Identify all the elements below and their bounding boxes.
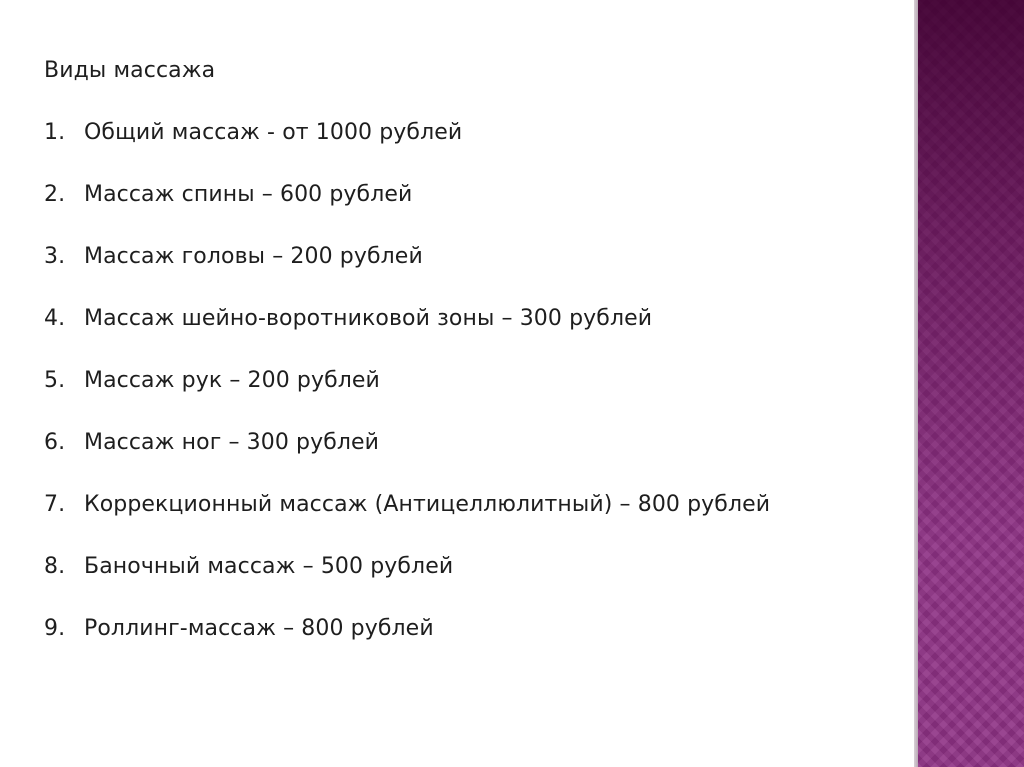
list-item-text: Массаж головы – 200 рублей: [84, 244, 423, 269]
list-item: [44, 428, 904, 458]
list-item: [44, 180, 904, 210]
list-item-number: 2.: [44, 182, 66, 207]
list-item-number: 9.: [44, 616, 66, 641]
list-item-number: 3.: [44, 244, 66, 269]
list-item-text: Роллинг-массаж – 800 рублей: [84, 616, 434, 641]
list-item-text: Общий массаж - от 1000 рублей: [84, 120, 463, 145]
slide-content: [44, 56, 904, 676]
list-item: [44, 552, 904, 582]
list-item-text: Массаж шейно-воротниковой зоны – 300 рублей: [84, 306, 653, 331]
list-item-text: Коррекционный массаж (Антицеллюлитный) – 800 рублей: [84, 492, 771, 517]
list-item-number: 1.: [44, 120, 66, 145]
list-item: [44, 118, 904, 148]
slide-title: Виды массажа: [44, 58, 216, 83]
list-item-number: 5.: [44, 368, 66, 393]
list-item: [44, 304, 904, 334]
list-item-number: 8.: [44, 554, 66, 579]
list-item-number: 6.: [44, 430, 66, 455]
list-item-text: Баночный массаж – 500 рублей: [84, 554, 454, 579]
list-item-text: Массаж рук – 200 рублей: [84, 368, 380, 393]
list-item: [44, 490, 904, 520]
massage-list: [44, 118, 904, 644]
list-item-text: Массаж ног – 300 рублей: [84, 430, 380, 455]
list-item-number: 7.: [44, 492, 66, 517]
list-item: [44, 242, 904, 272]
list-item: [44, 614, 904, 644]
list-item-text: Массаж спины – 600 рублей: [84, 182, 413, 207]
list-item: [44, 366, 904, 396]
decorative-side-bar: [914, 0, 1024, 767]
list-item-number: 4.: [44, 306, 66, 331]
side-bar-edge: [914, 0, 918, 767]
